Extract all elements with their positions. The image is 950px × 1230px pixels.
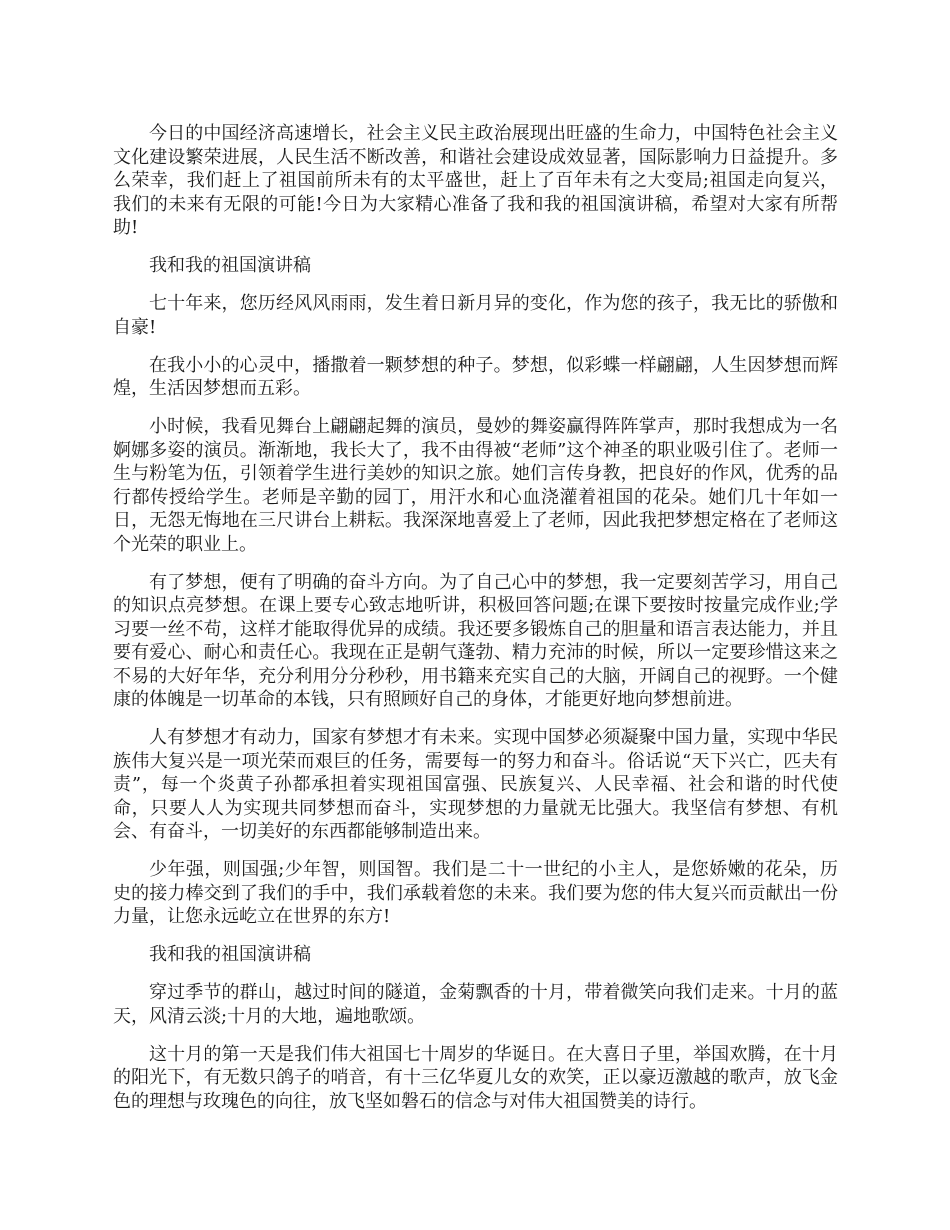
speech1-paragraph-4: 有了梦想，便有了明确的奋斗方向。为了自己心中的梦想，我一定要刻苦学习，用自己的知识点亮梦想。在课上要专心致志地听讲，积极回答问题;在课下要按时按量完成作业;学习要一丝不苟，这样才能取得优异的成绩。我还要多锻炼自己的胆量和语言表达能力，并且要有爱心、耐心和责任心。我现在正是朝气蓬勃、精力充沛的时候，所以一定要珍惜这来之不易的大好年华，充分利用分分秒秒，用书籍来充实自己的大脑，开阔自己的视野。一个健康的体魄是一切革命的本钱，只有照顾好自己的身体，才能更好地向梦想前进。 [113,571,838,710]
speech1-paragraph-2: 在我小小的心灵中，播撒着一颗梦想的种子。梦想，似彩蝶一样翩翩，人生因梦想而辉煌，生活因梦想而五彩。 [113,354,838,399]
speech-title-2: 我和我的祖国演讲稿 [149,944,311,965]
speech1-paragraph-3: 小时候，我看见舞台上翩翩起舞的演员，曼妙的舞姿赢得阵阵掌声，那时我想成为一名婀娜多姿的演员。渐渐地，我长大了，我不由得被“老师”这个神圣的职业吸引住了。老师一生与粉笔为伍，引领着学生进行美妙的知识之旅。她们言传身教，把良好的作风，优秀的品行都传授给学生。老师是辛勤的园丁，用汗水和心血浇灌着祖国的花朵。她们几十年如一日，无怨无悔地在三尺讲台上耕耘。我深深地喜爱上了老师，因此我把梦想定格在了老师这个光荣的职业上。 [113,416,838,555]
speech-title-1: 我和我的祖国演讲稿 [149,255,311,276]
speech1-paragraph-5: 人有梦想才有动力，国家有梦想才有未来。实现中国梦必须凝聚中国力量，实现中华民族伟大复兴是一项光荣而艰巨的任务，需要每一的努力和奋斗。俗话说“天下兴亡，匹夫有责”，每一个炎黄子孙都承担着实现祖国富强、民族复兴、人民幸福、社会和谐的时代使命，只要人人为实现共同梦想而奋斗，实现梦想的力量就无比强大。我坚信有梦想、有机会、有奋斗，一切美好的东西都能够制造出来。 [113,727,838,842]
speech2-paragraph-1: 穿过季节的群山，越过时间的隧道，金菊飘香的十月，带着微笑向我们走来。十月的蓝天，风清云淡;十月的大地，遍地歌颂。 [113,982,838,1027]
speech2-paragraph-2: 这十月的第一天是我们伟大祖国七十周岁的华诞日。在大喜日子里，举国欢腾，在十月的阳光下，有无数只鸽子的哨音，有十三亿华夏儿女的欢笑，正以豪迈激越的歌声，放飞金色的理想与玫瑰色的向往，放飞坚如磐石的信念与对伟大祖国赞美的诗行。 [113,1043,838,1112]
intro-paragraph: 今日的中国经济高速增长，社会主义民主政治展现出旺盛的生命力，中国特色社会主义文化建设繁荣进展，人民生活不断改善，和谐社会建设成效显著，国际影响力日益提升。多么荣幸，我们赶上了祖国前所未有的太平盛世，赶上了百年未有之大变局;祖国走向复兴，我们的未来有无限的可能!今日为大家精心准备了我和我的祖国演讲稿，希望对大家有所帮助! [113,123,838,238]
document-page [113,122,838,1128]
speech1-paragraph-1: 七十年来，您历经风风雨雨，发生着日新月异的变化，作为您的孩子，我无比的骄傲和自豪! [113,293,838,338]
speech1-paragraph-6: 少年强，则国强;少年智，则国智。我们是二十一世纪的小主人，是您娇嫩的花朵，历史的接力棒交到了我们的手中，我们承载着您的未来。我们要为您的伟大复兴而贡献出一份力量，让您永远屹立在世界的东方! [113,859,838,927]
